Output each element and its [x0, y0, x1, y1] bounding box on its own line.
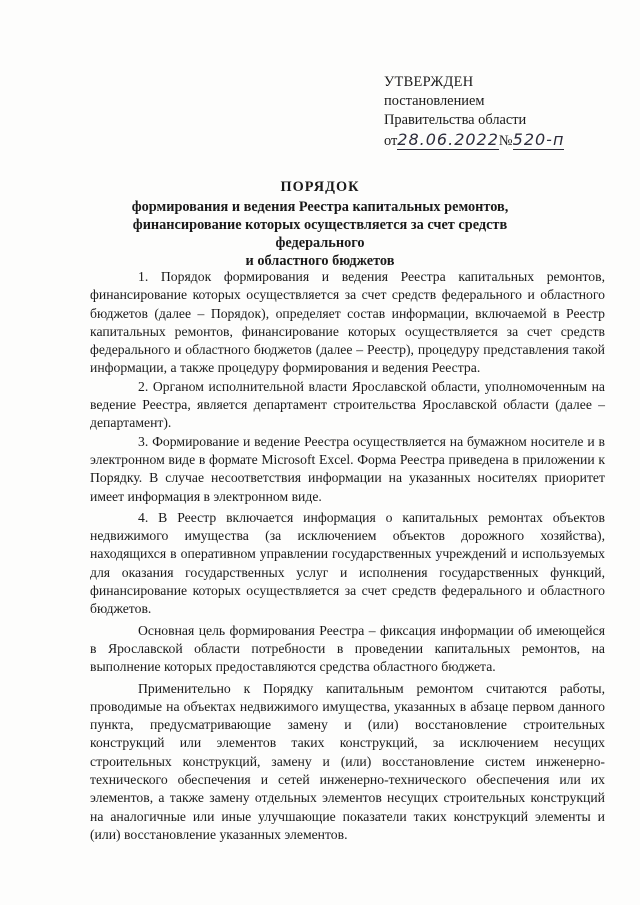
title-subtitle-2: финансирование которых осуществляется за счет средств федерального [132, 217, 508, 251]
document-body [90, 268, 605, 847]
approval-line-resolution: постановлением [384, 93, 485, 109]
paragraph-1: 1. Порядок формирования и ведения Реестра капитальных ремонтов, финансирование которых осуществляется за счет средств федерального и областного бюджетов (далее – Порядок), определяет состав информации, включаемой в Реестр капитальных ремонтов, финансирование которых осуществляется за счет средств федерального и областного бюджетов (далее – Реестр), процедуру представления такой информации, а также процедуру формирования и ведения Реестра. [90, 269, 605, 376]
title-heading: ПОРЯДОК [280, 179, 360, 195]
approval-date: 28.06.2022 [397, 130, 499, 149]
title-subtitle-1: формирования и ведения Реестра капитальных ремонтов, [131, 199, 509, 215]
title-subtitle-3: и областного бюджетов [245, 253, 395, 269]
document-title [90, 178, 550, 270]
paragraph-2: 2. Органом исполнительной власти Ярославской области, уполномоченным на ведение Реестра, является департамент строительства Ярославской области (далее – департамент). [90, 378, 605, 431]
approval-number: 520-п [512, 130, 565, 149]
paragraph-3: 3. Формирование и ведение Реестра осуществляется на бумажном носителе и в электронном виде в формате Microsoft Excel. Форма Реестра приведена в приложении к Порядку. В случае несоответствия информации на указанных носителях приоритет имеет информация в электронном виде. [90, 433, 605, 504]
approval-from-prefix: от [384, 133, 398, 149]
approval-title: УТВЕРЖДЕН [384, 74, 474, 90]
approval-stamp [384, 73, 624, 151]
paragraph-6: Применительно к Порядку капитальным ремонтом считаются работы, проводимые на объектах недвижимого имущества, указанных в абзаце первом данного пункта, предусматривающие замену и (или) восстановление строительных конструкций или элементов таких конструкций, за исключением несущих строительных конструкций, замену и (или) восстановление систем инженерно-технического обеспечения и сетей инженерно-технического обеспечения или их элементов, а также замену отдельных элементов несущих строительных конструкций на аналогичные или иные улучшающие показатели таких конструкций элементы и (или) восстановление указанных элементов. [90, 680, 605, 842]
approval-number-prefix: № [498, 133, 513, 149]
paragraph-4: 4. В Реестр включается информация о капитальных ремонтах объектов недвижимого имущества (за исключением объектов дорожного хозяйства), находящихся в оперативном управлении государственных учреждений и используемых для оказания государственных услуг и исполнения государственных функций, финансирование которых осуществляется за счет средств федерального и областного бюджетов. [90, 509, 605, 617]
paragraph-5: Основная цель формирования Реестра – фиксация информации об имеющейся в Ярославской области потребности в проведении капитальных ремонтов, на выполнение которых предоставляются средства областного бюджета. [90, 622, 605, 675]
approval-line-government: Правительства области [384, 112, 527, 128]
approval-date-number [384, 130, 624, 151]
